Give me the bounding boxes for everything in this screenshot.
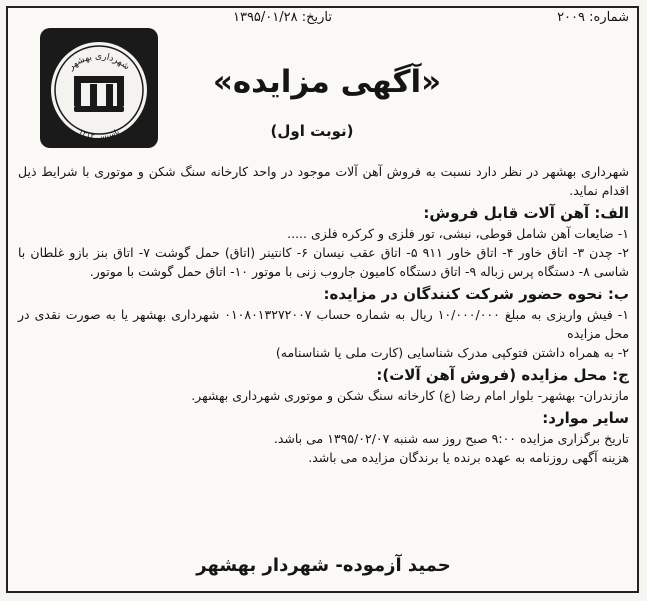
logo-top-text: شهرداری بهشهر xyxy=(66,51,132,73)
signature: حمید آزموده- شهردار بهشهر xyxy=(196,555,451,576)
section-a-item: ۱- ضایعات آهن شامل قوطی، نبشی، تور فلزی و کرکره فلزی ..... xyxy=(287,226,629,241)
section-b-item: ۲- به همراه داشتن فتوکپی مدرک شناسایی (کارت ملی یا شناسنامه) xyxy=(275,345,629,360)
logo-bottom-text: تاسیس ۱۳۱۲ xyxy=(77,126,121,142)
section-c-text: مازندران- بهشهر- بلوار امام رضا (ع) کارخانه سنگ شکن و موتوری شهرداری بهشهر. xyxy=(191,388,629,403)
municipality-logo xyxy=(40,28,158,148)
section-c-heading: ج: محل مزایده (فروش آهن آلات): xyxy=(376,366,629,384)
notice-subtitle: (نوبت اول) xyxy=(270,122,354,140)
section-b-item: ۱- فیش واریزی به مبلغ ۱۰/۰۰۰/۰۰۰ ریال به شماره حساب ۰۱۰۸۰۱۳۲۷۲۰۰۷ شهرداری بهشهر یا به صورت نقدی در محل مزایده xyxy=(18,307,629,341)
notice-date: تاریخ: ۱۳۹۵/۰۱/۲۸ xyxy=(232,10,332,25)
notice-body xyxy=(18,162,629,467)
notice-number: شماره: ۲۰۰۹ xyxy=(557,10,629,25)
section-d-item: هزینه آگهی روزنامه به عهده برنده یا برندگان مزایده می باشد. xyxy=(308,450,629,465)
section-a-item: ۲- چدن ۳- اتاق خاور ۴- اتاق خاور ۹۱۱ ۵- اتاق عقب نیسان ۶- کانتینر (اتاق) حمل گوشت ۷- اتاق بنز بازو غلطان با شاسی ۸- دستگاه پرس زباله ۹- اتاق دستگاه کامیون جاروب زنی با موتور ۱۰- اتاق حمل گوشت با موتور. xyxy=(18,245,629,279)
section-d-item: تاریخ برگزاری مزایده ۹:۰۰ صبح روز سه شنبه ۱۳۹۵/۰۲/۰۷ می باشد. xyxy=(273,431,629,446)
intro-paragraph: شهرداری بهشهر در نظر دارد نسبت به فروش آهن آلات موجود در واحد کارخانه سنگ شکن و موتوری با شرایط ذیل اقدام نماید. xyxy=(18,164,629,198)
section-a-heading: الف: آهن آلات قابل فروش: xyxy=(423,204,629,222)
section-b-heading: ب: نحوه حضور شرکت کنندگان در مزایده: xyxy=(323,285,629,303)
section-d-heading: سایر موارد: xyxy=(542,409,629,427)
notice-title: «آگهی مزایده» xyxy=(212,64,442,100)
